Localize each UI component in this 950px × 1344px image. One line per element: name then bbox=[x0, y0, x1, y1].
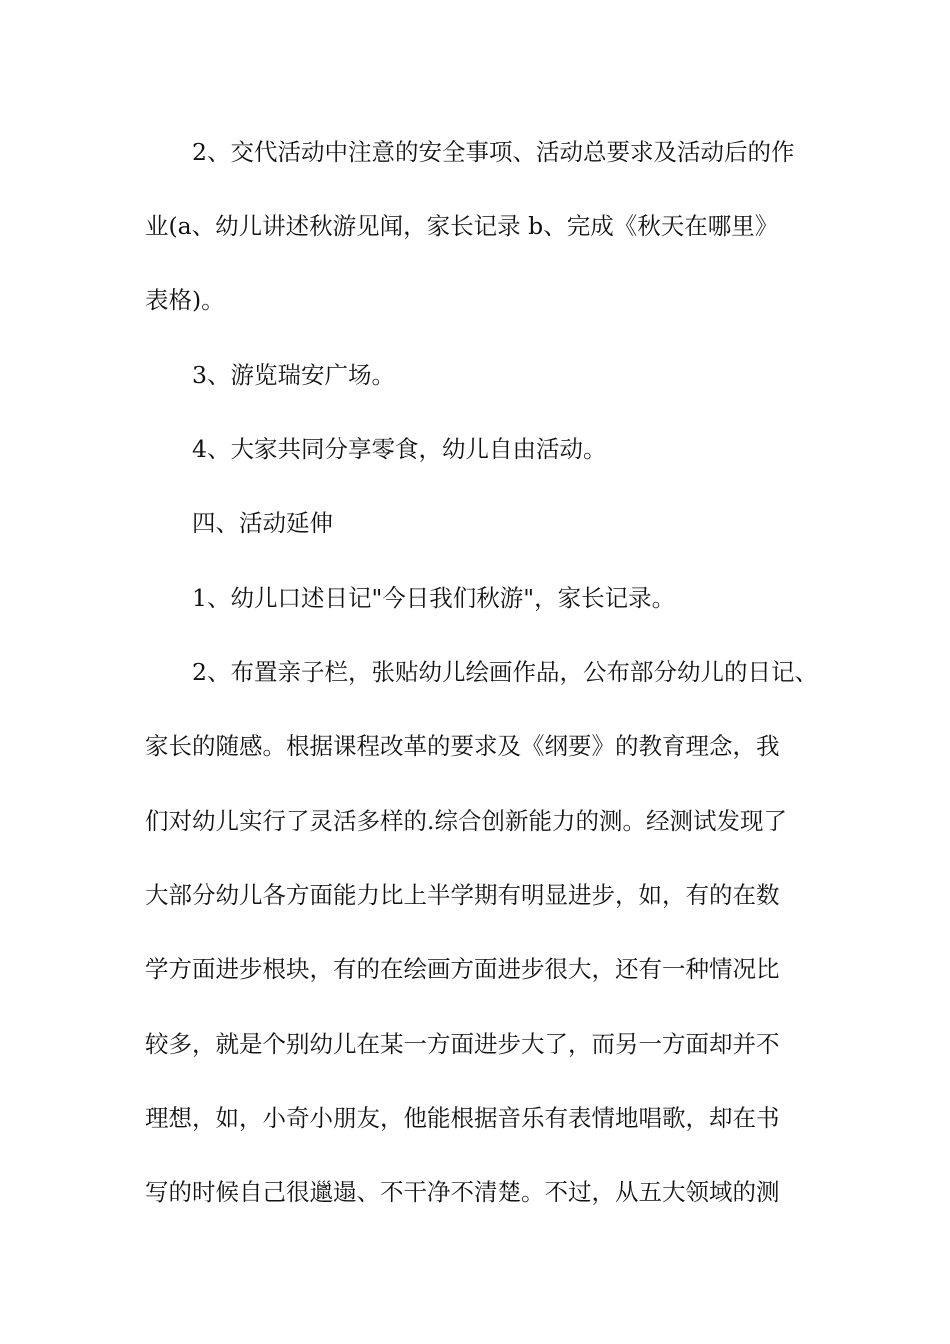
text-line: 2、交代活动中注意的安全事项、活动总要求及活动后的作 bbox=[192, 138, 795, 166]
text-line: 业(a、幼儿讲述秋游见闻，家长记录 b、完成《秋天在哪里》 bbox=[145, 212, 779, 240]
text-line: 4、大家共同分享零食，幼儿自由活动。 bbox=[192, 435, 607, 463]
text-line: 1、幼儿口述日记"今日我们秋游"，家长记录。 bbox=[192, 584, 676, 612]
text-line: 3、游览瑞安广场。 bbox=[192, 361, 395, 389]
text-line: 表格)。 bbox=[145, 286, 225, 314]
section-heading: 四、活动延伸 bbox=[192, 509, 333, 537]
text-line: 们对幼儿实行了灵活多样的.综合创新能力的测。经测试发现了 bbox=[145, 807, 787, 835]
text-line: 家长的随感。根据课程改革的要求及《纲要》的教育理念，我 bbox=[145, 732, 780, 760]
text-line: 写的时候自己很邋遢、不干净不清楚。不过，从五大领域的测 bbox=[145, 1178, 780, 1206]
text-line: 2、布置亲子栏，张贴幼儿绘画作品，公布部分幼儿的日记、 bbox=[192, 658, 818, 686]
text-line: 较多，就是个别幼儿在某一方面进步大了，而另一方面却并不 bbox=[145, 1030, 780, 1058]
text-line: 大部分幼儿各方面能力比上半学期有明显进步，如，有的在数 bbox=[145, 881, 780, 909]
text-line: 理想，如，小奇小朋友，他能根据音乐有表情地唱歌，却在书 bbox=[145, 1104, 780, 1132]
text-line: 学方面进步根块，有的在绘画方面进步很大，还有一种情况比 bbox=[145, 955, 780, 983]
